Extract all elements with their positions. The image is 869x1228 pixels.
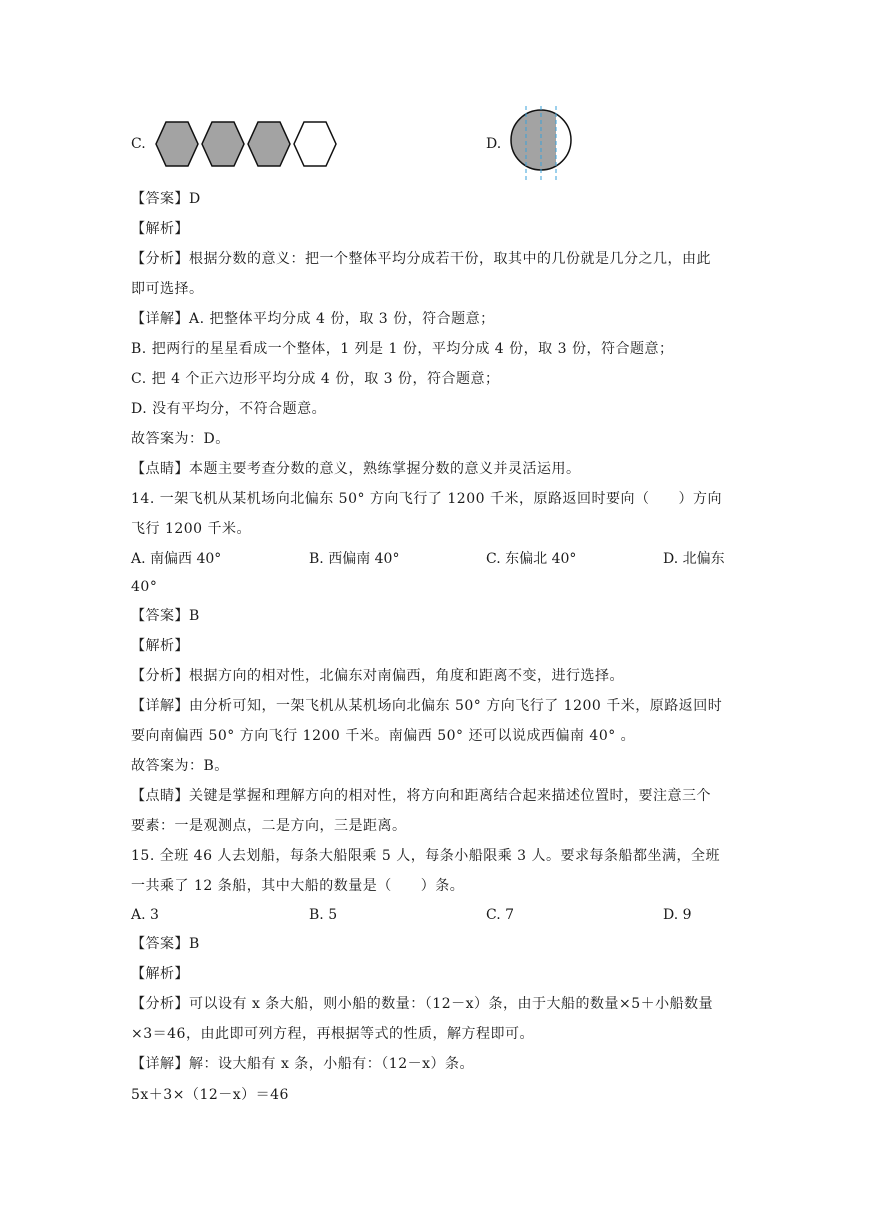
q14-analysis-title: 【解析】 xyxy=(131,638,189,654)
q14-option-b: B. 西偏南 40° xyxy=(309,551,400,567)
hexagon-shaded-2 xyxy=(202,122,244,166)
q13-xiangjie-line4: D. 没有平均分，不符合题意。 xyxy=(131,401,327,417)
option-c-label: C. xyxy=(131,136,146,152)
q14-xiangjie-line2: 要向南偏西 50° 方向飞行 1200 千米。南偏西 50° 还可以说成西偏南 40° 。 xyxy=(131,728,636,744)
q13-conclusion: 故答案为：D。 xyxy=(131,431,230,447)
q15-stem-line1: 15. 全班 46 人去划船，每条大船限乘 5 人，每条小船限乘 3 人。要求每条船都坐满，全班 xyxy=(131,848,721,864)
q14-option-d-cont: 40° xyxy=(131,579,158,595)
q13-fenxi-line2: 即可选择。 xyxy=(131,281,204,297)
q15-answer: 【答案】B xyxy=(131,936,200,952)
q14-dianjing-line2: 要素：一是观测点，二是方向，三是距离。 xyxy=(131,818,407,834)
q15-stem-line2: 一共乘了 12 条船，其中大船的数量是（ ）条。 xyxy=(131,878,465,894)
hexagon-shaded-3 xyxy=(248,122,290,166)
q13-xiangjie-line1: 【详解】A. 把整体平均分成 4 份，取 3 份，符合题意； xyxy=(131,311,495,327)
circle-figure xyxy=(508,104,576,182)
q13-answer: 【答案】D xyxy=(131,191,201,207)
q13-dianjing: 【点睛】本题主要考查分数的意义，熟练掌握分数的意义并灵活运用。 xyxy=(131,461,581,477)
hexagon-shaded-1 xyxy=(156,122,198,166)
q13-analysis-title: 【解析】 xyxy=(131,221,189,237)
q14-option-d: D. 北偏东 xyxy=(663,551,725,567)
q15-xiangjie-line1: 【详解】解：设大船有 x 条，小船有：（12－x）条。 xyxy=(131,1056,475,1072)
q15-fenxi-line2: ×3＝46，由此即可列方程，再根据等式的性质，解方程即可。 xyxy=(131,1026,534,1042)
q14-answer: 【答案】B xyxy=(131,608,200,624)
hexagon-empty xyxy=(294,122,336,166)
circle-shaded-part xyxy=(508,104,556,182)
q13-xiangjie-line2: B. 把两行的星星看成一个整体，1 列是 1 份，平均分成 4 份，取 3 份，符合题意； xyxy=(131,341,674,357)
q15-fenxi-line1: 【分析】可以设有 x 条大船，则小船的数量：（12－x）条，由于大船的数量×5＋小船数量 xyxy=(131,996,714,1012)
q14-fenxi: 【分析】根据方向的相对性，北偏东对南偏西，角度和距离不变，进行选择。 xyxy=(131,668,624,684)
q14-option-c: C. 东偏北 40° xyxy=(486,551,577,567)
q15-option-c: C. 7 xyxy=(486,907,515,923)
q13-fenxi-line1: 【分析】根据分数的意义：把一个整体平均分成若干份，取其中的几份就是几分之几，由此 xyxy=(131,251,711,267)
q15-equation: 5x＋3×（12－x）＝46 xyxy=(131,1087,289,1103)
option-d-label: D. xyxy=(486,136,502,152)
q14-option-a: A. 南偏西 40° xyxy=(131,551,222,567)
q15-analysis-title: 【解析】 xyxy=(131,966,189,982)
q13-xiangjie-line3: C. 把 4 个正六边形平均分成 4 份，取 3 份，符合题意； xyxy=(131,371,500,387)
q14-stem-line2: 飞行 1200 千米。 xyxy=(131,521,252,537)
hexagons-figure xyxy=(154,120,338,168)
q14-stem-line1: 14. 一架飞机从某机场向北偏东 50° 方向飞行了 1200 千米，原路返回时要向（ ）方向 xyxy=(131,491,722,507)
q15-option-b: B. 5 xyxy=(309,907,338,923)
q14-conclusion: 故答案为：B。 xyxy=(131,758,229,774)
q14-xiangjie-line1: 【详解】由分析可知，一架飞机从某机场向北偏东 50° 方向飞行了 1200 千米，原路返回时 xyxy=(131,698,723,714)
q15-option-d: D. 9 xyxy=(663,907,692,923)
q14-dianjing-line1: 【点睛】关键是掌握和理解方向的相对性，将方向和距离结合起来描述位置时，要注意三个 xyxy=(131,788,711,804)
q15-option-a: A. 3 xyxy=(131,907,159,923)
